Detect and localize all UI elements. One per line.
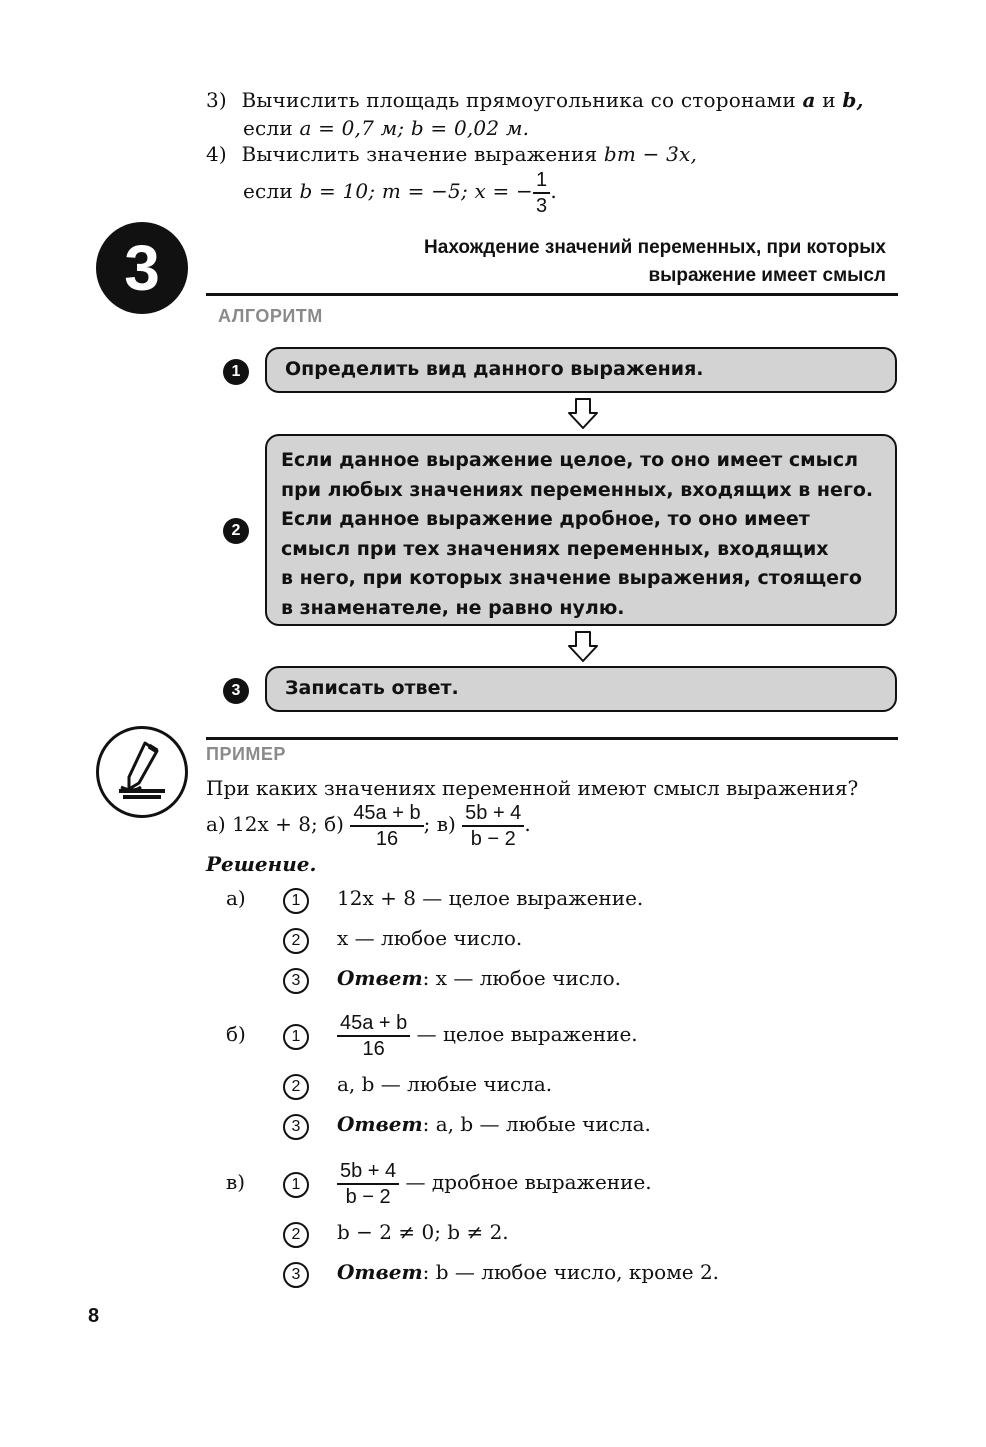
fraction-denominator: b − 2 (345, 1185, 391, 1208)
algorithm-step-3 (265, 666, 897, 712)
solution-step: 12x + 8 — целое выражение. (337, 886, 644, 910)
fraction-one-third (533, 168, 550, 218)
ring-marker-3: 3 (283, 1262, 309, 1288)
task-text: и (822, 88, 836, 112)
page-number: 8 (88, 1305, 100, 1327)
example-question: При каких значениях переменной имеют смысл выражения? (206, 776, 859, 800)
solution-step (337, 1006, 638, 1062)
example-divider (206, 737, 898, 740)
answer-text: x — любое число. (435, 966, 621, 990)
ring-marker-2: 2 (283, 1222, 309, 1248)
part-letter-a: а) (226, 886, 246, 910)
task-text: Вычислить площадь прямоугольника со сторонами (241, 88, 796, 112)
ring-marker-2: 2 (283, 1074, 309, 1100)
ring-marker-2: 2 (283, 928, 309, 954)
example-expressions (206, 796, 531, 852)
part-letter-c: в) (226, 1170, 246, 1194)
answer-label: Ответ (337, 966, 423, 990)
punctuation: . (524, 812, 531, 836)
task-condition: b = 10; m = −5; x = − (299, 179, 533, 203)
step-text: — целое выражение. (416, 1022, 638, 1046)
section-title-line: выражение имеет смысл (648, 265, 886, 286)
fraction-denominator: 16 (375, 827, 399, 850)
fraction-denominator: 16 (362, 1037, 385, 1060)
fraction-numerator: 5b + 4 (337, 1159, 399, 1185)
step-marker-2: 2 (223, 518, 249, 544)
step-text-line: Если данное выражение дробное, то оно имеет (281, 508, 810, 530)
punctuation: ; в) (423, 812, 456, 836)
solution-label: Решение. (206, 852, 317, 876)
part-letter-b: б) (226, 1022, 246, 1046)
task-4-condition (243, 164, 557, 218)
punctuation: . (550, 179, 557, 203)
step-text-line: в него, при которых значение выражения, стоящего (281, 567, 862, 589)
step-text-line: в знаменателе, не равно нулю. (281, 596, 625, 619)
step-text: Записать ответ. (285, 677, 459, 699)
variable: b, (842, 88, 864, 112)
fraction-denominator: b − 2 (470, 827, 516, 850)
algorithm-step-1 (265, 347, 897, 393)
section-title (424, 234, 886, 290)
answer-label: Ответ (337, 1260, 423, 1284)
algorithm-label: АЛГОРИТМ (218, 306, 323, 326)
algorithm-step-2 (265, 434, 897, 626)
task-condition: a = 0,7 м; b = 0,02 м. (299, 116, 530, 140)
fraction-numerator: 5b + 4 (462, 801, 524, 827)
solution-step (337, 1154, 652, 1210)
section-title-line: Нахождение значений переменных, при которых (424, 237, 886, 258)
expression-list: а) 12x + 8; б) (206, 812, 344, 836)
step-marker-1: 1 (223, 359, 249, 385)
solution-answer: Ответ: x — любое число. (337, 966, 621, 990)
fraction-b (350, 801, 423, 851)
arrow-down-icon (566, 397, 600, 431)
ring-marker-3: 3 (283, 968, 309, 994)
task-3 (206, 86, 864, 114)
step-marker-3: 3 (223, 678, 249, 704)
example-label: ПРИМЕР (206, 744, 286, 764)
answer-text: a, b — любые числа. (435, 1112, 651, 1136)
task-3-condition (243, 114, 529, 142)
ring-marker-1: 1 (283, 888, 309, 914)
fraction-c (462, 801, 524, 851)
task-text: если (243, 179, 293, 203)
ring-marker-1: 1 (283, 1172, 309, 1198)
ring-marker-1: 1 (283, 1024, 309, 1050)
step-text-line: при любых значениях переменных, входящих в него. (281, 478, 874, 501)
solution-step: a, b — любые числа. (337, 1072, 553, 1096)
solution-step: b − 2 ≠ 0; b ≠ 2. (337, 1220, 509, 1244)
ring-marker-3: 3 (283, 1114, 309, 1140)
section-divider (206, 293, 898, 296)
answer-text: b — любое число, кроме 2. (435, 1260, 720, 1284)
answer-label: Ответ (337, 1112, 423, 1136)
task-text: Вычислить значение выражения (241, 142, 598, 166)
step-text-line: Если данное выражение целое, то оно имеет смысл (281, 449, 859, 471)
variable: a (802, 88, 816, 112)
solution-step: x — любое число. (337, 926, 523, 950)
fraction-denominator: 3 (535, 194, 548, 217)
step-text: Определить вид данного выражения. (285, 358, 704, 380)
task-number: 4) (206, 142, 227, 166)
arrow-down-icon (566, 630, 600, 664)
pencil-icon (99, 729, 185, 815)
example-badge (96, 726, 188, 818)
fraction (337, 1011, 410, 1061)
fraction-numerator: 45a + b (350, 801, 423, 827)
fraction-numerator: 1 (533, 168, 550, 194)
step-text: — дробное выражение. (405, 1170, 652, 1194)
solution-answer: Ответ: b — любое число, кроме 2. (337, 1260, 720, 1284)
task-text: если (243, 116, 293, 140)
fraction (337, 1159, 399, 1209)
fraction-numerator: 45a + b (337, 1011, 410, 1037)
solution-answer: Ответ: a, b — любые числа. (337, 1112, 651, 1136)
step-text-line: смысл при тех значениях переменных, входящих (281, 537, 829, 560)
section-number-badge: 3 (96, 222, 188, 314)
task-number: 3) (206, 88, 227, 112)
task-expression: bm − 3x, (603, 142, 698, 166)
